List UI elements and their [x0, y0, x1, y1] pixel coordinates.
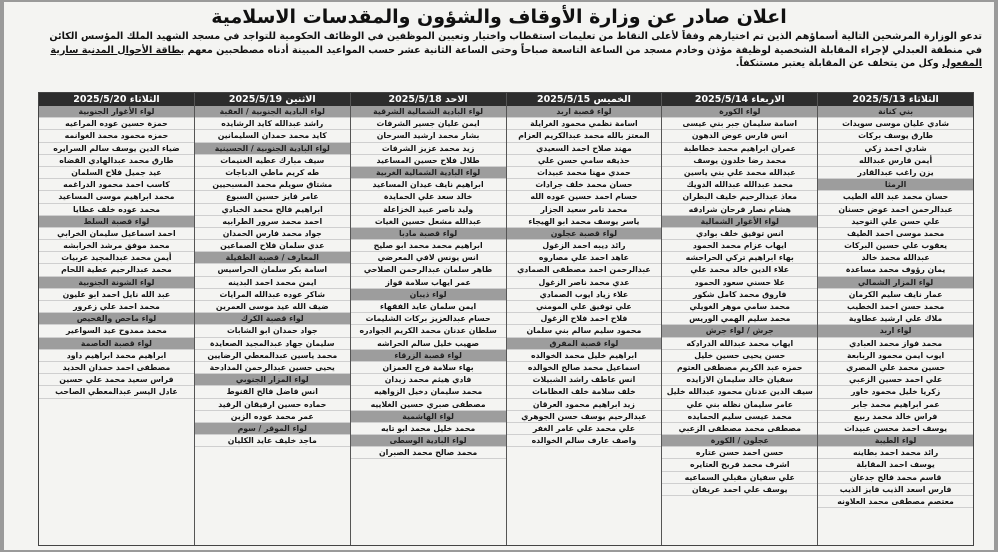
- candidate-name: محمد رضا خلدون يوسف: [662, 155, 817, 167]
- candidate-name: بشار محمد ارشيد السرحان: [351, 130, 506, 142]
- candidate-name: محمد صالح محمد الصبران: [351, 447, 506, 459]
- candidate-name: فاروق محمد كامل شكور: [662, 289, 817, 301]
- candidate-name: هشام نصار فرحان شرادقه: [662, 204, 817, 216]
- candidate-name: محمد عيسى سليم الحمايده: [662, 411, 817, 423]
- candidate-name: سيف الدين عدنان محمود عبدالله خليل: [662, 386, 817, 398]
- candidate-name: زيد محمد عزيز الشرفات: [351, 143, 506, 155]
- candidate-name: اشرف محمد فريح العتايره: [662, 459, 817, 471]
- candidate-name: علي توفيق علي المومني: [507, 301, 662, 313]
- candidate-name: علا حسني سعود الحمود: [662, 277, 817, 289]
- candidate-name: عدي محمد ناصر الزغول: [507, 277, 662, 289]
- candidate-name: طه كريم ماطي الدباجات: [195, 167, 350, 179]
- day-header: الاثنين 2025/5/19: [195, 93, 350, 106]
- candidate-name: عادل اليسر عبدالمعطي الصاحب: [39, 386, 194, 398]
- candidate-name: محمد سليم الهمي الوريس: [662, 313, 817, 325]
- candidate-name: صهيب خليل سالم الحراشه: [351, 338, 506, 350]
- candidate-name: علاء زياد ايوب الصمادي: [507, 289, 662, 301]
- candidate-name: محمد عبدالرحيم عطية اللحام: [39, 264, 194, 276]
- day-column: [39, 93, 194, 545]
- district-heading: لواء البادية الوسطى: [351, 435, 506, 447]
- candidate-name: مهند صلاح احمد السعيدي: [507, 143, 662, 155]
- candidate-name: عمران ابراهيم محمد خطاطبة: [662, 143, 817, 155]
- candidate-name: محمد سليمان دخيل الزواهيه: [351, 386, 506, 398]
- candidate-name: ابراهيم خليل محمد الخوالده: [507, 350, 662, 362]
- candidate-name: محمد موفق مرشد الخرابشه: [39, 240, 194, 252]
- candidate-name: يحيى حسين عبدالرحمن المدادحة: [195, 362, 350, 374]
- candidate-name: محمد فواز محمد العبادي: [818, 338, 973, 350]
- district-heading: لواء الكورة: [662, 106, 817, 118]
- candidate-name: جواد محمد فارس الحمدان: [195, 228, 350, 240]
- candidate-name: رائد محمد احمد بطاينه: [818, 447, 973, 459]
- candidate-name: شادي عليان موسى سويدات: [818, 118, 973, 130]
- day-header: الثلاثاء 2025/5/13: [818, 93, 973, 106]
- candidate-name: محمد موسى احمد الطيف: [818, 228, 973, 240]
- candidate-name: ابراهيم محمد محمد ابو صليح: [351, 240, 506, 252]
- district-heading: لواء قصبة الكرك: [195, 313, 350, 325]
- candidate-name: محمد ممدوح عيد السواعير: [39, 325, 194, 337]
- candidate-name: عبدالله محمد خالد: [818, 252, 973, 264]
- candidate-name: محمد عبدالله عبدالله الدويك: [662, 179, 817, 191]
- candidate-name: سفيان خالد سليمان الازايده: [662, 374, 817, 386]
- day-column: [661, 93, 817, 545]
- intro-closing-text: وكل من يتخلف عن المقابلة يعتبر مستنكفاً.: [735, 58, 939, 69]
- district-heading: الرمثا: [818, 179, 973, 191]
- district-heading: لواء قصبة الزرقاء: [351, 350, 506, 362]
- candidate-name: مصطفى احمد حمدان الحديد: [39, 362, 194, 374]
- district-heading: لواء ذيبان: [351, 289, 506, 301]
- district-heading: لواء الطيبة: [818, 435, 973, 447]
- candidate-name: ماجد خليف عايد الكليان: [195, 435, 350, 447]
- candidate-name: اسامة نظمي محمود الغرايلة: [507, 118, 662, 130]
- candidate-name: يوسف احمد محسن عبيدات: [818, 423, 973, 435]
- candidate-name: راشد عبدالله كايد الرشايده: [195, 118, 350, 130]
- candidate-name: محمد تامر سعيد الجزار: [507, 204, 662, 216]
- candidate-name: ضياء الدين يوسف سالم السرايره: [39, 143, 194, 155]
- candidate-name: فلاح احمد فلاح الزغول: [507, 313, 662, 325]
- intro-underlined-text: بطاقة الأحوال المدنية سارية المفعول: [50, 44, 982, 69]
- candidate-name: عبدالله مشعل حسين الغيات: [351, 216, 506, 228]
- candidate-name: عبدالله محمد علي بني ياسين: [662, 167, 817, 179]
- candidate-name: انس يونس لافي المعرضي: [351, 252, 506, 264]
- candidate-name: حسان محمد عبد الله الطيب: [818, 191, 973, 203]
- day-column: [350, 93, 506, 545]
- candidate-name: عمر ابراهيم محمد جابر: [818, 399, 973, 411]
- candidate-name: ايهاب محمد عبدالله الدرادكه: [662, 338, 817, 350]
- candidate-name: شادي احمد زكي: [818, 143, 973, 155]
- candidate-name: سيف مبارك عطيه الغنيمات: [195, 155, 350, 167]
- candidate-name: ايمن محمد احمد البدينه: [195, 277, 350, 289]
- district-heading: لواء قصبة العاصمة: [39, 338, 194, 350]
- district-heading: لواء البادية الجنوبية / الحسينية: [195, 143, 350, 155]
- candidate-name: محمد ابراهيم موسى المساعيد: [39, 191, 194, 203]
- candidate-name: حمزه عبد الكريم مصطفى العتوم: [662, 362, 817, 374]
- district-heading: لواء البادية الشمالية الغربية: [351, 167, 506, 179]
- district-heading: لواء الموقر / سوم: [195, 423, 350, 435]
- candidate-name: حمدي مهنا محمد عبيدات: [507, 167, 662, 179]
- candidate-name: ايمن عليان جسير الشرفات: [351, 118, 506, 130]
- candidate-name: مصطفى محمد مصطفى الزعبي: [662, 423, 817, 435]
- candidate-name: حسن احمد حسن عتاره: [662, 447, 817, 459]
- candidate-name: بهاء سلامة فرج العمزان: [351, 362, 506, 374]
- district-heading: لواء قصبة اربد: [507, 106, 662, 118]
- candidate-name: عبدالرحمن احمد عوض حسنان: [818, 204, 973, 216]
- candidate-name: اسامة سليمان جبر بني عيسى: [662, 118, 817, 130]
- district-heading: لواء قصبة السلط: [39, 216, 194, 228]
- candidate-name: ابراهيم نايف عيدان المساعيد: [351, 179, 506, 191]
- candidate-name: واصف عارف سالم الخوالده: [507, 435, 662, 447]
- candidate-name: خلف سلامة خلف العظامات: [507, 386, 662, 398]
- district-heading: لواء الهاشمية: [351, 411, 506, 423]
- candidate-name: ايهاب عزام محمد الحمود: [662, 240, 817, 252]
- candidate-name: طاهر سلمان عبدالرحمن الصلاحي: [351, 264, 506, 276]
- candidate-name: عمار نايف سليم الكرمان: [818, 289, 973, 301]
- district-heading: لواء المزار الجنوبي: [195, 374, 350, 386]
- district-heading: المعارف / قصبة الطفيلة: [195, 252, 350, 264]
- candidate-name: علاء الدين خالد محمد علي: [662, 264, 817, 276]
- candidate-name: جواد حمدان ابو الشابات: [195, 325, 350, 337]
- candidate-name: محمد حسن احمد الخطيب: [818, 301, 973, 313]
- candidate-name: محمد خليل محمد ابو تايه: [351, 423, 506, 435]
- candidate-name: فارس اسعد الذيب فايز الذيب: [818, 484, 973, 496]
- candidate-name: معتصم مصطفى محمد العلاونه: [818, 496, 973, 508]
- candidate-name: معاذ عبدالرحيم خليف البطران: [662, 191, 817, 203]
- district-heading: لواء الأغوار الشمالية: [662, 216, 817, 228]
- candidate-name: يوسف احمد المقابلة: [818, 459, 973, 471]
- day-header: الخميس 2025/5/15: [507, 93, 662, 106]
- announcement-paper: [4, 2, 994, 550]
- candidate-name: قاسم محمد فالح جدعان: [818, 472, 973, 484]
- candidate-name: عمر ايهاب سلامة فواز: [351, 277, 506, 289]
- candidate-name: حمزة حسين عوده المراعيه: [39, 118, 194, 130]
- day-column: [194, 93, 350, 545]
- candidate-name: محمد عوده خلف عطايا: [39, 204, 194, 216]
- candidate-name: حسام احمد حسين عوده الله: [507, 191, 662, 203]
- candidate-name: أيمن محمد عبدالمجيد عربيات: [39, 252, 194, 264]
- candidate-name: ياسر يوسف محمد ابو الهيجاء: [507, 216, 662, 228]
- candidate-name: سليمان جهاد عبدالمجيد الصعايدة: [195, 338, 350, 350]
- day-column: [817, 93, 973, 545]
- candidate-name: عاهد احمد علي مصاروه: [507, 252, 662, 264]
- candidate-name: حماده حسين ارفيقان الرفيد: [195, 399, 350, 411]
- candidate-name: عمر محمد عوده الزين: [195, 411, 350, 423]
- district-heading: لواء ماحص والفحيص: [39, 313, 194, 325]
- candidate-name: يزن راغب عبدالقادر: [818, 167, 973, 179]
- district-heading: لواء الأغوار الجنوبية: [39, 106, 194, 118]
- district-heading: بني كنانة: [818, 106, 973, 118]
- candidate-name: عبدالرحمن احمد مصطفى الصمادي: [507, 264, 662, 276]
- candidate-name: انس فاضل فالح القنوط: [195, 386, 350, 398]
- announcement-intro: [32, 30, 982, 86]
- candidate-name: احمد اسماعيل سليمان الخرابي: [39, 228, 194, 240]
- day-header: الاحد 2025/5/18: [351, 93, 506, 106]
- district-heading: لواء البادية الجنوبية / العقبة: [195, 106, 350, 118]
- district-heading: لواء الشونة الجنوبية: [39, 277, 194, 289]
- candidate-name: محمد سامي موهر الغويلي: [662, 301, 817, 313]
- candidate-name: حمزه محمود محمد الغوانمه: [39, 130, 194, 142]
- announcement-title: اعلان صادر عن وزارة الأوقاف والشؤون والمقدسات الاسلامية: [211, 6, 787, 28]
- candidate-name: ضيف الله عيد موسى العمرين: [195, 301, 350, 313]
- candidate-name: علي احمد حسين الزعبي: [818, 374, 973, 386]
- district-heading: جرش / لواء جرش: [662, 325, 817, 337]
- candidate-name: علي محمد علي عامر الغفر: [507, 423, 662, 435]
- candidate-name: رائد ديبه احمد الزغول: [507, 240, 662, 252]
- day-column: [506, 93, 662, 545]
- candidate-name: فادي هيثم محمد زيدان: [351, 374, 506, 386]
- candidate-name: حذيفه سامي حسن علي: [507, 155, 662, 167]
- candidate-name: بهاء ابراهيم تركي الحراحشه: [662, 252, 817, 264]
- candidate-name: عبد الله نايل احمد ابو عليون: [39, 289, 194, 301]
- candidate-name: حسن يحيى حسين خليل: [662, 350, 817, 362]
- candidate-name: طلال فلاح حسين المساعيد: [351, 155, 506, 167]
- candidate-name: خالد سعد علي الحمايدة: [351, 191, 506, 203]
- intro-text: تدعو الوزارة المرشحين التالية أسماؤهم الذين تم اختيارهم وفقاً لأعلى النقاط من تعليمات استقطاب واختيار وتعيين الموظفين في الوظائف الحكومية للتواجد في مسجد الشهيد الملك المؤسس الكائن في منطقة العبدلي لإجراء المقابلة الشخصية لوظيفة مؤذن وخادم مسجد من الساعة التاسعة صباحاً وحتى الساعة الثانية عشر حسب المواعيد المبينة أدناه مصطحبين معهم: [49, 31, 982, 56]
- candidate-name: كاسب احمد محمود الدراغمه: [39, 179, 194, 191]
- district-heading: لواء قصبة مادبا: [351, 228, 506, 240]
- candidate-name: حسين محمد علي المصري: [818, 362, 973, 374]
- district-heading: لواء المزار الشمالي: [818, 277, 973, 289]
- candidate-name: ابراهيم محمد ابراهيم داود: [39, 350, 194, 362]
- district-heading: لواء قصبة عجلون: [507, 228, 662, 240]
- candidate-name: المعتز بالله محمد عبدالكريم العزام: [507, 130, 662, 142]
- candidate-name: زكريا خليل محمود خاور: [818, 386, 973, 398]
- district-heading: لواء اربد: [818, 325, 973, 337]
- day-header: الاربعاء 2025/5/14: [662, 93, 817, 106]
- candidate-name: عامر فايز حسين السبوع: [195, 191, 350, 203]
- candidate-name: اسماعيل محمد صالح الخوالده: [507, 362, 662, 374]
- candidate-name: مشتاق سويلم محمد المسبحيين: [195, 179, 350, 191]
- candidate-name: ابراهيم فالح محمد الخبادي: [195, 204, 350, 216]
- candidate-name: فراس سعيد محمد علي حسين: [39, 374, 194, 386]
- candidate-name: محمد احمد علي زعرور: [39, 301, 194, 313]
- candidate-name: عبدالرحيم يوسف حسن الجوهري: [507, 411, 662, 423]
- candidate-name: انس توفيق خلف بوادي: [662, 228, 817, 240]
- candidate-name: عامر سليمان نظله بني علي: [662, 399, 817, 411]
- candidate-name: ملاك علي ارشيد عطاوية: [818, 313, 973, 325]
- candidate-name: مصطفى صبري حسين الغلاييه: [351, 399, 506, 411]
- candidate-name: ايوب ايمن محمود الربابعة: [818, 350, 973, 362]
- candidate-name: ايمن سلمان عايد الفقهاء: [351, 301, 506, 313]
- candidate-name: حسام عبدالعزيز بركات الشليمات: [351, 313, 506, 325]
- candidate-name: وليد ناصر عبيد الخزاعلة: [351, 204, 506, 216]
- candidate-name: طارق يوسف بركات: [818, 130, 973, 142]
- candidate-name: علي سفيان مقبلي السماعيه: [662, 472, 817, 484]
- candidate-name: كايد محمد حمدان السليمانين: [195, 130, 350, 142]
- candidate-name: يعقوب علي حسين البركات: [818, 240, 973, 252]
- candidate-name: طارق محمد عبدالهادي القضاه: [39, 155, 194, 167]
- interview-schedule-table: [38, 92, 974, 546]
- candidate-name: شاكر عوده عبدالله المرايات: [195, 289, 350, 301]
- candidate-name: محمود سليم سالم بني سلمان: [507, 325, 662, 337]
- candidate-name: انس عاطف راشد الشبيلات: [507, 374, 662, 386]
- candidate-name: أيمن فارس عبدالله: [818, 155, 973, 167]
- candidate-name: يمان رؤوف محمد مساعدة: [818, 264, 973, 276]
- day-header: الثلاثاء 2025/5/20: [39, 93, 194, 106]
- candidate-name: محمد ياسين عبدالمعطي الرضايين: [195, 350, 350, 362]
- candidate-name: سلطان عدنان محمد الكريم الجوادره: [351, 325, 506, 337]
- candidate-name: علي حسن علي التوحيد: [818, 216, 973, 228]
- candidate-name: عيد جميل فلاح السلمان: [39, 167, 194, 179]
- district-heading: لواء قصبة المفرق: [507, 338, 662, 350]
- district-heading: لواء البادية الشمالية الشرقية: [351, 106, 506, 118]
- candidate-name: فراس خالد محمد ربيع: [818, 411, 973, 423]
- candidate-name: زيد ابراهيم محمود العرقان: [507, 399, 662, 411]
- candidate-name: انس فارس عوض الدهون: [662, 130, 817, 142]
- district-heading: عجلون / الكورة: [662, 435, 817, 447]
- candidate-name: عدي سلمان فلاح الصماعين: [195, 240, 350, 252]
- candidate-name: يوسف علي احمد عريفان: [662, 484, 817, 496]
- candidate-name: حسان محمد خلف جرادات: [507, 179, 662, 191]
- candidate-name: احمد محمد سرور الطرابيه: [195, 216, 350, 228]
- candidate-name: اسامة بكر سلمان الحراسيس: [195, 264, 350, 276]
